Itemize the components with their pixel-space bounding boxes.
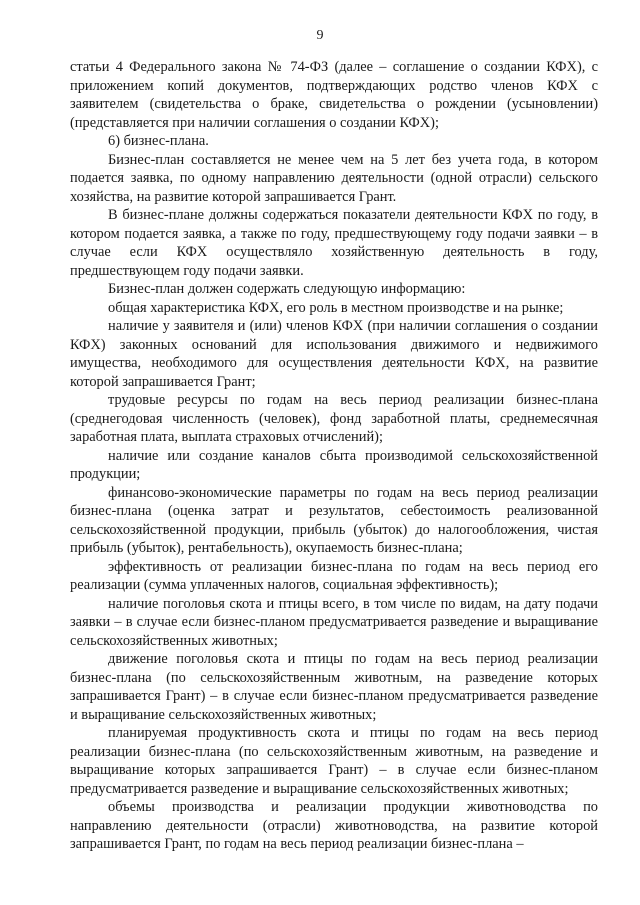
paragraph: Бизнес-план должен содержать следующую информацию: <box>108 281 466 297</box>
paragraph: наличие поголовья скота и птицы всего, в том числе по видам, на дату подачи заявки – в случае если бизнес-планом предусматривается разведение и выращивание сельскохозяйственных животных; <box>70 595 598 649</box>
paragraph: финансово-экономические параметры по годам на весь период реализации бизнес-плана (оценка затрат и результатов, себестоимость реализованной сельскохозяйственной продукции, прибыль (убыток) до налогообложения, чистая прибыль (убыток), рентабельность), окупаемость бизнес-плана; <box>70 484 598 556</box>
paragraph: наличие или создание каналов сбыта производимой сельскохозяйственной продукции; <box>70 447 598 482</box>
paragraph: В бизнес-плане должны содержаться показатели деятельности КФХ по году, в котором подается заявка, а также по году, предшествующему году подачи заявки – в случае если КФХ осуществляло хозяйственную деятельность в году, предшествующем году подачи заявки. <box>70 207 598 279</box>
paragraph: планируемая продуктивность скота и птицы по годам на весь период реализации бизнес-плана (по сельскохозяйственным животным, на разведение и выращивание которых запрашивается Грант) – в случае если бизнес-планом предусматривается разведение и выращивание сельскохозяйственных животных; <box>70 725 598 797</box>
paragraph: статьи 4 Федерального закона № 74-ФЗ (далее – соглашение о создании КФХ), с приложением копий документов, подтверждающих родство членов КФХ с заявителем (свидетельства о браке, свидетельства о рождении (усыновлении) (представляется при наличии соглашения о создании КФХ); <box>70 59 598 131</box>
page-number: 9 <box>316 28 324 43</box>
paragraph: наличие у заявителя и (или) членов КФХ (при наличии соглашения о создании КФХ) законных оснований для использования движимого и недвижимого имущества, необходимого для осуществления деятельности КФХ, на развитие которой запрашивается Грант; <box>70 318 598 390</box>
paragraph: Бизнес-план составляется не менее чем на 5 лет без учета года, в котором подается заявка, по одному направлению деятельности (одной отрасли) сельского хозяйства, на развитие которой запрашивается Грант. <box>70 151 598 205</box>
paragraph: эффективность от реализации бизнес-плана по годам на весь период его реализации (сумма уплаченных налогов, социальная эффективность); <box>70 558 598 593</box>
paragraph: движение поголовья скота и птицы по годам на весь период реализации бизнес-плана (по сельскохозяйственным животным, на разведение которых запрашивается Грант) – в случае если бизнес-планом предусматривается разведение и выращивание сельскохозяйственных животных; <box>70 651 598 723</box>
paragraph: общая характеристика КФХ, его роль в местном производстве и на рынке; <box>108 299 564 316</box>
paragraph: трудовые ресурсы по годам на весь период реализации бизнес-плана (среднегодовая численность (человек), фонд заработной платы, среднемесячная заработная плата, выплата страховых отчислений); <box>70 392 598 445</box>
paragraph: объемы производства и реализации продукции животноводства по направлению деятельности (отрасли) животноводства, на развитие которой запрашивается Грант, по годам на весь период реализации бизнес-плана – <box>70 799 598 852</box>
document-body <box>70 58 598 854</box>
paragraph: 6) бизнес-плана. <box>108 133 209 149</box>
